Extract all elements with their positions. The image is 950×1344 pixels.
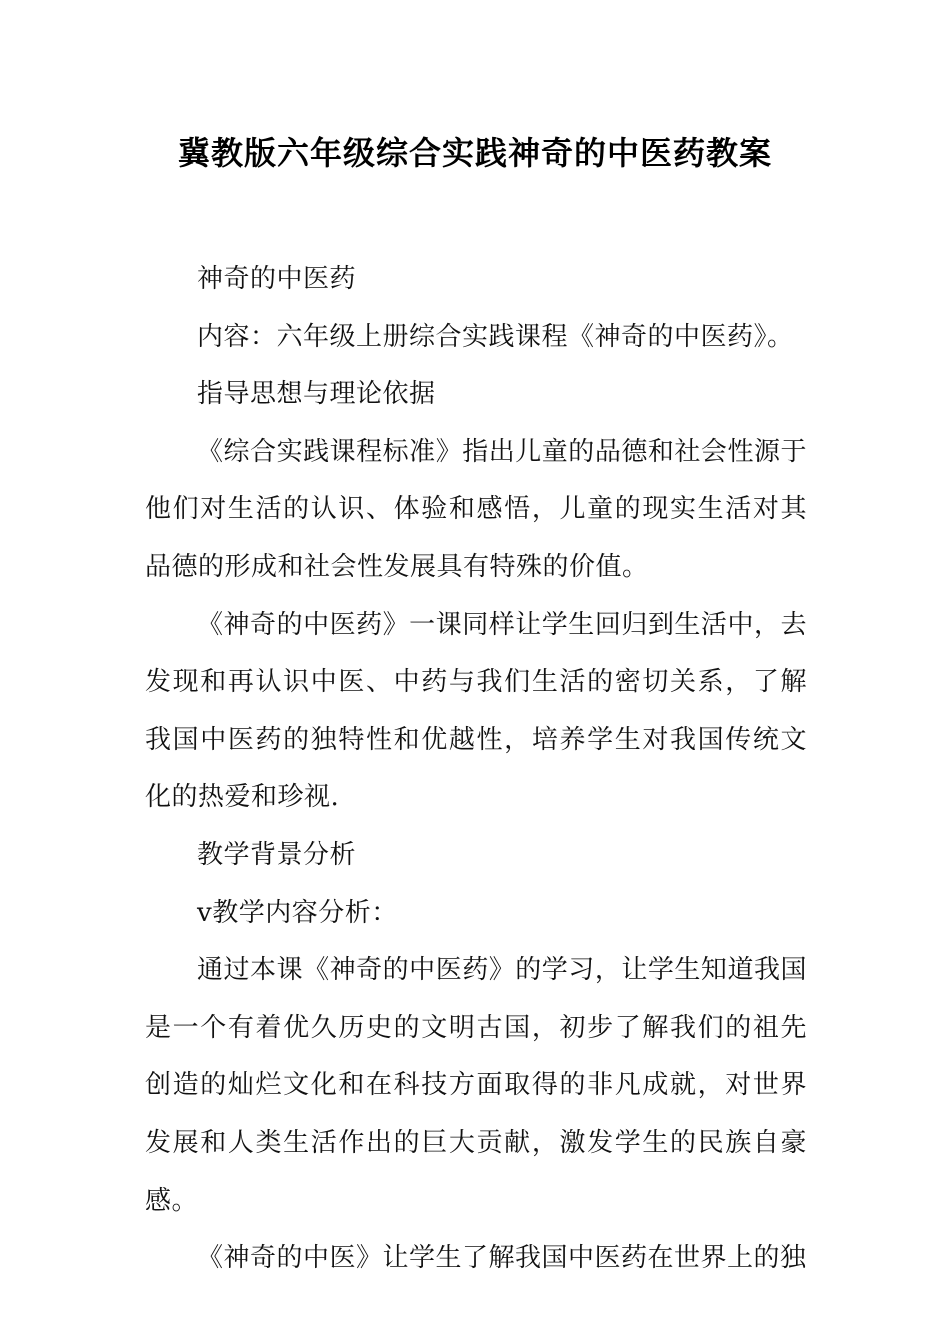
subsection-heading: v教学内容分析：	[197, 897, 398, 928]
document-title: 冀教版六年级综合实践神奇的中医药教案	[177, 134, 772, 172]
body-paragraph: 《神奇的中医》让学生了解我国中医药在世界上的独	[197, 1243, 807, 1274]
document-body	[145, 251, 807, 1288]
body-paragraph: 《综合实践课程标准》指出儿童的品德和社会性源于他们对生活的认识、体验和感悟，儿童的现实生活对其品德的形成和社会性发展具有特殊的价值。	[145, 436, 807, 582]
body-paragraph: 通过本课《神奇的中医药》的学习，让学生知道我国是一个有着优久历史的文明古国，初步了解我们的祖先创造的灿烂文化和在科技方面取得的非凡成就，对世界发展和人类生活作出的巨大贡献，激发学生的民族自豪感。	[145, 955, 807, 1216]
body-paragraph: 《神奇的中医药》一课同样让学生回归到生活中，去发现和再认识中医、中药与我们生活的密切关系，了解我国中医药的独特性和优越性，培养学生对我国传统文化的热爱和珍视.	[145, 609, 807, 813]
section-heading: 神奇的中医药	[197, 264, 357, 294]
content-line: 内容：六年级上册综合实践课程《神奇的中医药》。	[197, 321, 794, 352]
section-heading: 指导思想与理论依据	[197, 379, 436, 410]
section-heading: 教学背景分析	[197, 839, 357, 870]
